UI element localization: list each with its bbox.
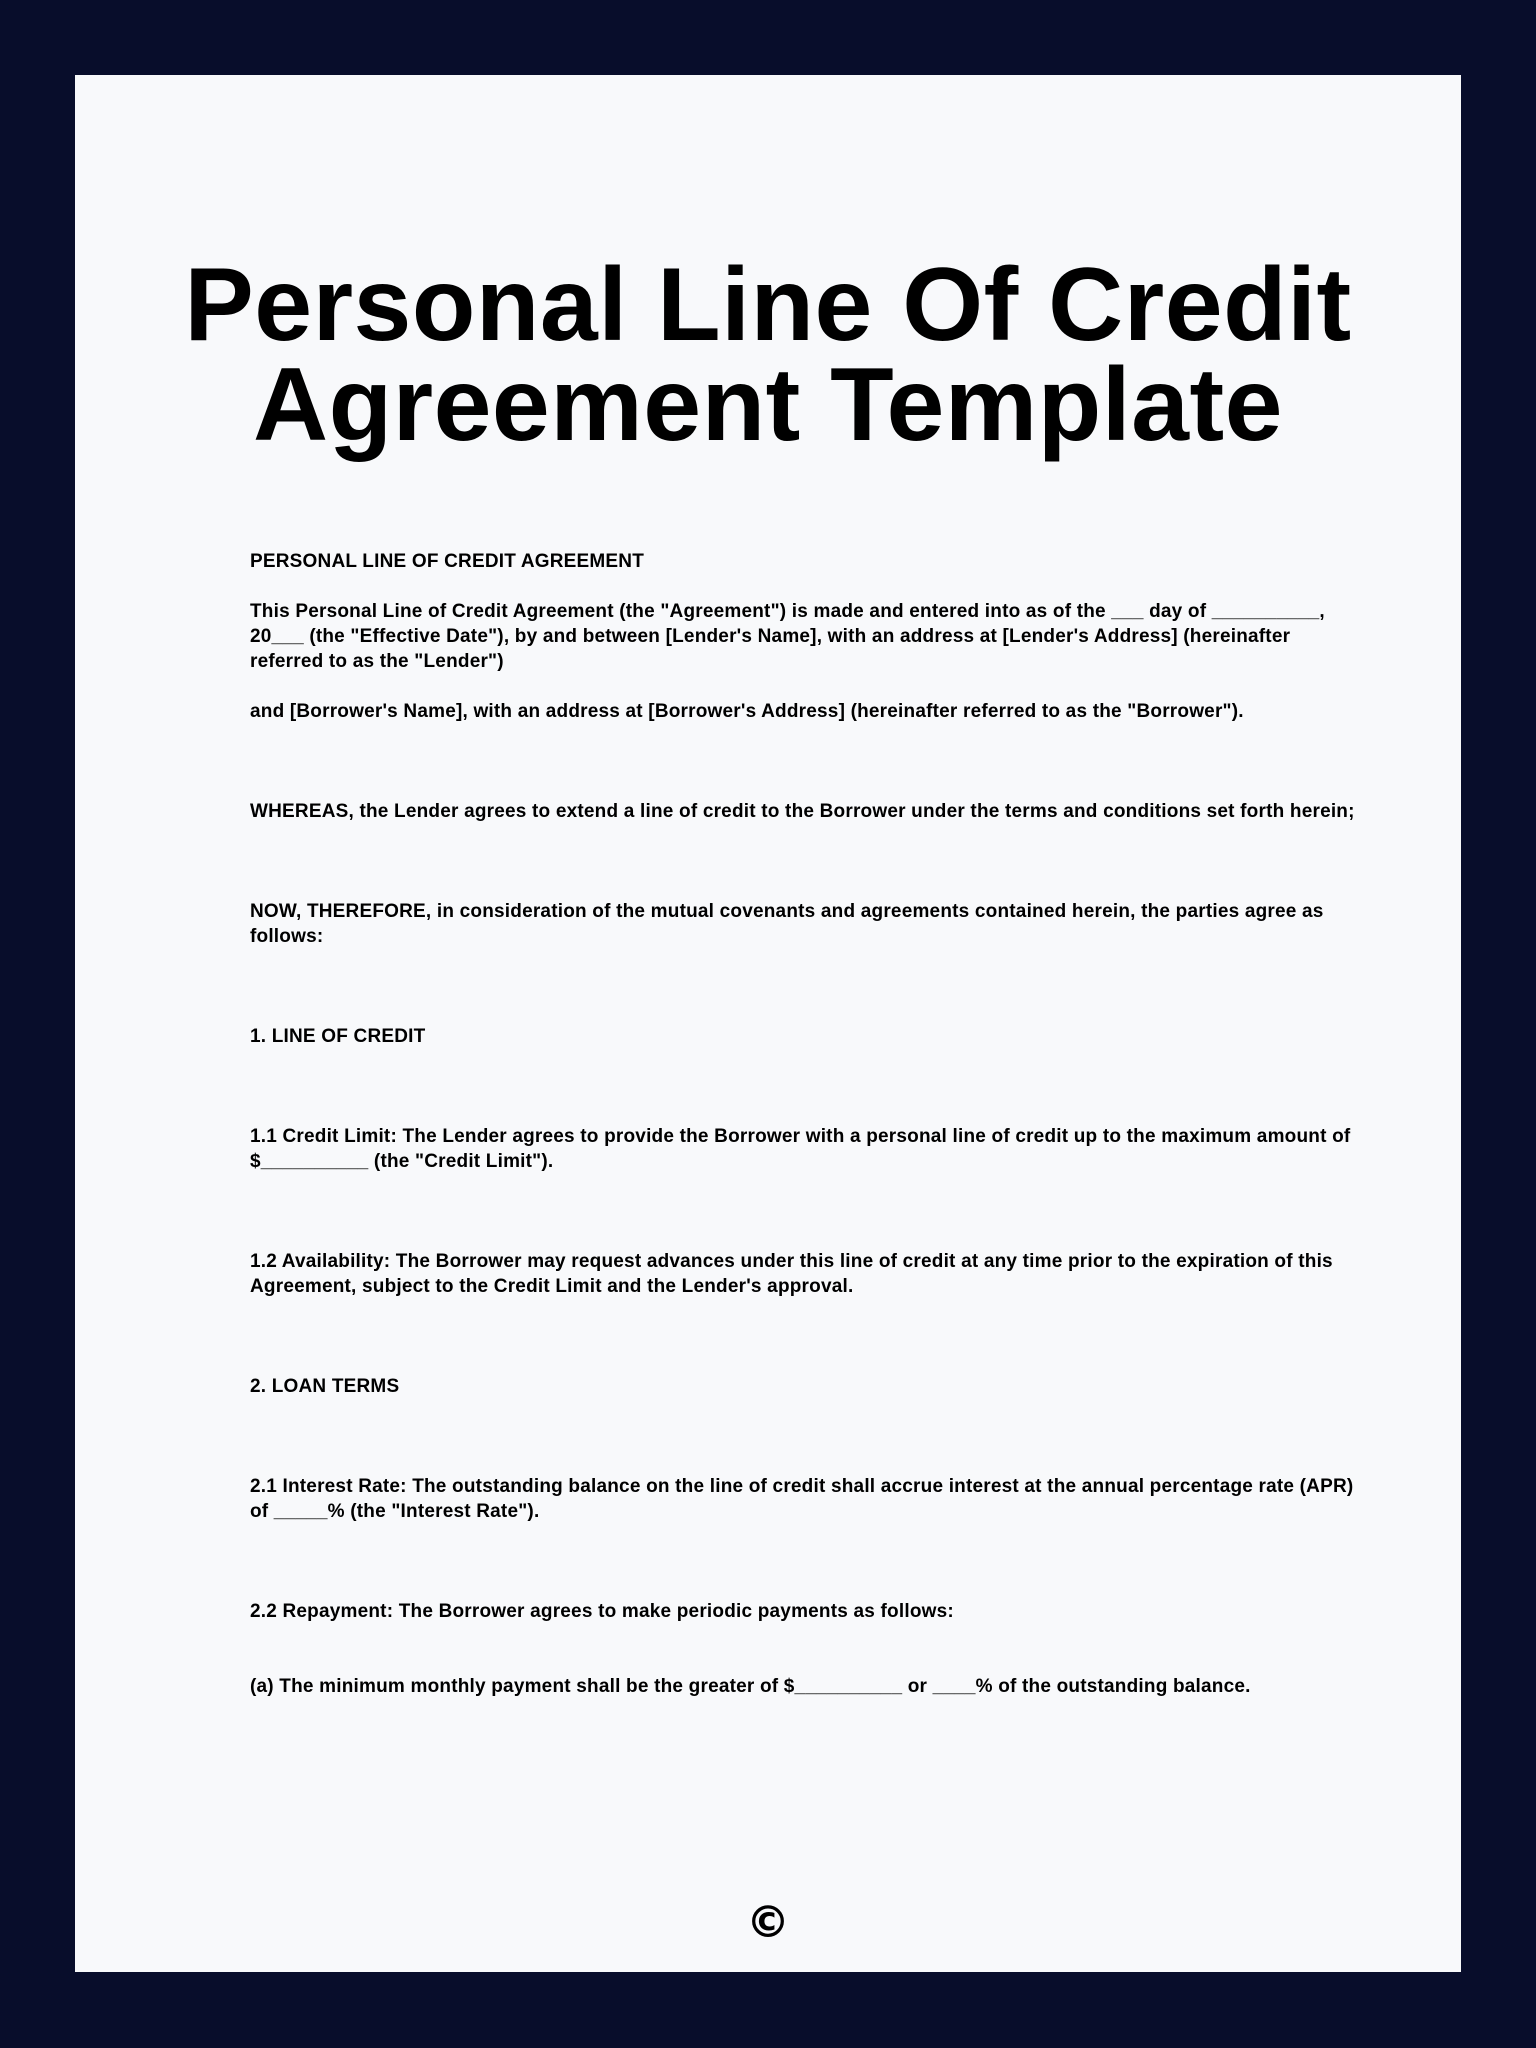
- clause-credit-limit: 1.1 Credit Limit: The Lender agrees to provide the Borrower with a personal line of credit up to the maximum amount of $__________ (the "Credit Limit").: [250, 1126, 1351, 1172]
- document-page: [75, 75, 1461, 1972]
- whereas-clause: WHEREAS, the Lender agrees to extend a line of credit to the Borrower under the terms and conditions set forth herein;: [250, 801, 1355, 822]
- clause-interest-rate: 2.1 Interest Rate: The outstanding balance on the line of credit shall accrue interest at the annual percentage rate (APR) of _____% (the "Interest Rate").: [250, 1476, 1354, 1522]
- clause-minimum-payment: (a) The minimum monthly payment shall be the greater of $__________ or ____% of the outstanding balance.: [250, 1676, 1251, 1697]
- agreement-heading: PERSONAL LINE OF CREDIT AGREEMENT: [250, 551, 645, 572]
- copyright-icon: ©: [746, 1897, 790, 1948]
- agreement-body: [250, 549, 1360, 1699]
- clause-availability: 1.2 Availability: The Borrower may request advances under this line of credit at any time prior to the expiration of this Agreement, subject to the Credit Limit and the Lender's approval.: [250, 1251, 1333, 1297]
- now-therefore-clause: NOW, THEREFORE, in consideration of the mutual covenants and agreements contained herein, the parties agree as follows:: [250, 901, 1324, 947]
- title-line-2: Agreement Template: [252, 347, 1283, 463]
- section-heading-line-of-credit: 1. LINE OF CREDIT: [250, 1026, 426, 1047]
- section-heading-loan-terms: 2. LOAN TERMS: [250, 1376, 400, 1397]
- document-title: [75, 247, 1461, 463]
- preamble-paragraph: This Personal Line of Credit Agreement (the "Agreement") is made and entered into as of the ___ day of __________, 20___ (the "Effective Date"), by and between [Lender's Name], with an address at [Lender's Address] (hereinafter referred to as the "Lender"): [250, 601, 1325, 672]
- title-line-1: Personal Line Of Credit: [184, 247, 1352, 363]
- clause-repayment: 2.2 Repayment: The Borrower agrees to make periodic payments as follows:: [250, 1601, 954, 1622]
- borrower-paragraph: and [Borrower's Name], with an address at [Borrower's Address] (hereinafter referred to as the "Borrower").: [250, 701, 1244, 722]
